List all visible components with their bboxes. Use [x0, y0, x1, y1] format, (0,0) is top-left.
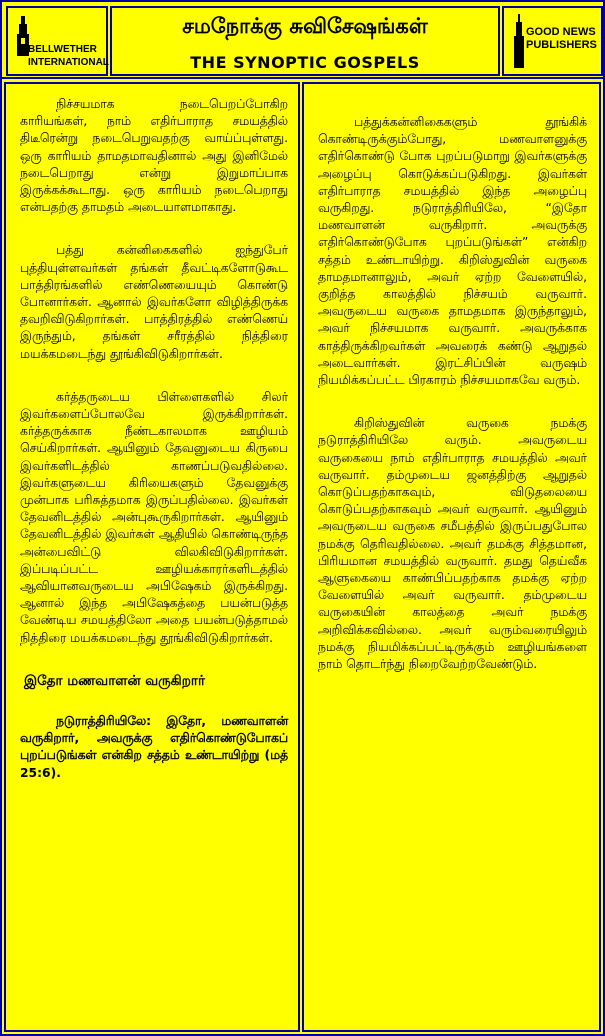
- right-paragraph-1: பத்துக்கன்னிகைகளும் தூங்கிக் கொண்டிருக்கும்போது, மணவாளனுக்கு எதிர்கொண்டு போக புறப்படுமாறு இவர்களுக்கு அழைப்பு கொடுக்கப்படுகிறது. இவர்கள் எதிர்பாராத சமயத்தில் இந்த அழைப்பு வருகிறது. நடுராத்திரியிலே, “இதோ மணவாளன் வருகிறார். அவருக்கு எதிர்கொண்டுபோக புறப்படுங்கள்” என்கிற சத்தம் உண்டாயிற்று. கிறிஸ்துவின் வருகை தாமதமானாலும், அவர் ஏற்ற வேளையில், குறித்த காலத்தில் நிச்சயம் வருவார். அவருடைய வருகை தாமதமாக இருந்தாலும், அவர் நிச்சயமாக வருவார். அவருக்காக காத்திருக்கிறவர்கள் அவரைக் கண்டு ஆறுதல் அடைவார்கள். இரட்சிப்பின் வருஷம் நியமிக்கப்பட்ட பிரகாரம் நிச்சயமாகவே வரும்.: [318, 115, 587, 388]
- bellwether-line1: BELLWETHER: [28, 44, 97, 55]
- good-news-logo-text: [526, 26, 597, 52]
- left-paragraph-3: கர்த்தருடைய பிள்ளைகளில் சிலர் இவர்களைப்போலவே இருக்கிறார்கள். கர்த்தருக்காக நீண்டகாலமாக ஊழியம் செய்கிறார்கள். ஆயினும் தேவனுடைய கிருபை இவர்களிடத்தில் காணப்படுவதில்லை. இவர்களுடைய கிரியைகளும் தேவனுக்கு முன்பாக பரிசுத்தமாக இருப்பதில்லை. இவர்கள் தேவனிடத்தில் அன்புகூருகிறார்கள். ஆயினும் தேவனிடத்தில் இவர்கள் ஆதியில் கொண்டிருந்த அன்பைவிட்டு விலகிவிடுகிறார்கள். இப்படிப்பட்ட ஊழியக்காரர்களிடத்தில் ஆவியானவருடைய அபிஷேகம் இருக்கிறது. ஆனால் இந்த அபிஷேகத்தை பயன்படுத்த வேண்டிய சமயத்திலோ அதை பயன்படுத்தாமல் நித்திரை மயக்கமடைந்து தூங்கிவிடுகிறார்கள்.: [20, 389, 288, 645]
- left-paragraph-2: பத்து கன்னிகைகளில் ஐந்துபேர் புத்தியுள்ளவர்கள் தங்கள் தீவட்டிகளோடுகூட பாத்திரங்களில் எண்ணெயையும் கொண்டு போனார்கள். ஆனால் இவர்களோ விழித்திருக்க தவறிவிடுகிறார்கள். பாத்திரத்தில் எண்ணெய் இருந்தும், தங்கள் சரீரத்தில் நித்திரை மயக்கமடைந்து தூங்கிவிடுகிறார்கள்.: [20, 243, 288, 361]
- left-paragraph-1: நிச்சயமாக நடைபெறப்போகிற காரியங்கள், நாம் எதிர்பாராத சமயத்தில் திடீரென்று நடைபெறுவதற்கு வாய்ப்புள்ளது. ஒரு காரியம் தாமதமாவதினால் அது இனிமேல் நடைபெறாது என்று இறுமாப்பாக இருக்கக்கூடாது. ஒரு காரியம் நடைபெறாது என்பதற்கு தாமதம் அடையாளமாகாது.: [20, 97, 288, 215]
- right-column: [302, 82, 601, 1032]
- good-news-line1: GOOD NEWS: [526, 26, 596, 38]
- left-column: [4, 82, 300, 1032]
- page-title-tamil: சமநோக்கு சுவிசேஷங்கள்: [182, 14, 428, 38]
- bellwether-logo-box: [6, 6, 108, 76]
- section-heading: இதோ மணவாளன் வருகிறார்: [24, 672, 206, 689]
- bellwether-line2: INTERNATIONAL: [28, 57, 109, 68]
- tower-icon: [512, 14, 526, 68]
- good-news-line2: PUBLISHERS: [526, 39, 597, 51]
- page-title-english: THE SYNOPTIC GOSPELS: [190, 53, 420, 72]
- good-news-logo-box: [502, 6, 603, 76]
- right-paragraph-2: கிறிஸ்துவின் வருகை நமக்கு நடுராத்திரியிலே வரும். அவருடைய வருகையை நாம் எதிர்பாராத சமயத்தில் அவர் வருவார். தம்முடைய ஜனத்திற்கு ஆறுதல் கொடுப்பதற்காகவும், விடுதலையை கொடுப்பதற்காகவும் அவர் வருவார். ஆயினும் அவருடைய வருகை சமீபத்தில் இருப்பதுபோல நமக்கு தெரிவதில்லை. அவர் தமக்கு சித்தமான, பிரியமான சமயத்தில் வருவார். தமது தெய்வீக ஆளுகையை காண்பிப்பதற்காக தமக்கு ஏற்ற வேளையில் அவர் வருவார். தம்முடைய வருகையின் காலத்தை அவர் நமக்கு அறிவிக்கவில்லை. அவர் வரும்வரையிலும் நமக்கு நியமிக்கப்பட்டிருக்கும் ஊழியங்களை நாம் தொடர்ந்து நிறைவேற்றவேண்டும்.: [318, 416, 587, 672]
- scripture-quote: நடுராத்திரியிலே: இதோ, மணவாளன் வருகிறார், அவருக்கு எதிர்கொண்டுபோகப் புறப்படுங்கள் என்கிற சத்தம் உண்டாயிற்று (மத் 25:6).: [20, 713, 288, 780]
- title-box: [110, 6, 500, 76]
- page-header: [0, 0, 605, 79]
- bellwether-logo-text: [28, 43, 109, 69]
